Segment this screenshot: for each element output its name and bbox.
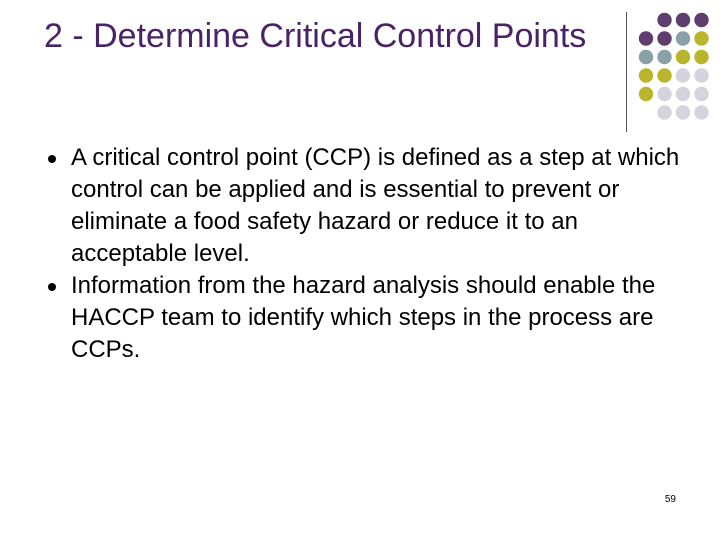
decorative-dot xyxy=(657,31,671,45)
decorative-dot xyxy=(657,13,671,27)
bullet-list xyxy=(44,142,684,366)
decorative-dot xyxy=(676,87,690,101)
decorative-dot xyxy=(676,50,690,64)
decorative-dot xyxy=(639,31,653,45)
decorative-dot xyxy=(694,87,708,101)
decorative-dot xyxy=(676,68,690,82)
decorative-dot xyxy=(639,50,653,64)
bullet-dot-icon xyxy=(48,155,56,163)
bullet-item xyxy=(44,142,684,270)
decorative-dot xyxy=(657,105,671,119)
decorative-dot xyxy=(676,13,690,27)
decorative-dot xyxy=(694,68,708,82)
decorative-dot xyxy=(657,87,671,101)
decorative-dot xyxy=(657,50,671,64)
decorative-dot xyxy=(676,105,690,119)
decorative-dot xyxy=(694,105,708,119)
decorative-dot xyxy=(657,68,671,82)
bullet-dot-icon xyxy=(48,283,56,291)
decorative-dot xyxy=(676,31,690,45)
bullet-text: Information from the hazard analysis should enable the HACCP team to identify which steps in the process are CCPs. xyxy=(71,272,656,363)
bullet-text: A critical control point (CCP) is defined as a step at which control can be applied and is essential to prevent or eliminate a food safety hazard or reduce it to an acceptable level. xyxy=(71,144,680,267)
dot-grid-icon xyxy=(0,0,720,140)
decorative-dot xyxy=(694,13,708,27)
bullet-item xyxy=(44,270,684,366)
decorative-dot xyxy=(639,68,653,82)
decorative-dot xyxy=(694,50,708,64)
decorative-dot xyxy=(639,87,653,101)
slide-title: 2 - Determine Critical Control Points xyxy=(44,17,587,55)
page-number: 59 xyxy=(664,494,676,505)
decorative-dot xyxy=(694,31,708,45)
